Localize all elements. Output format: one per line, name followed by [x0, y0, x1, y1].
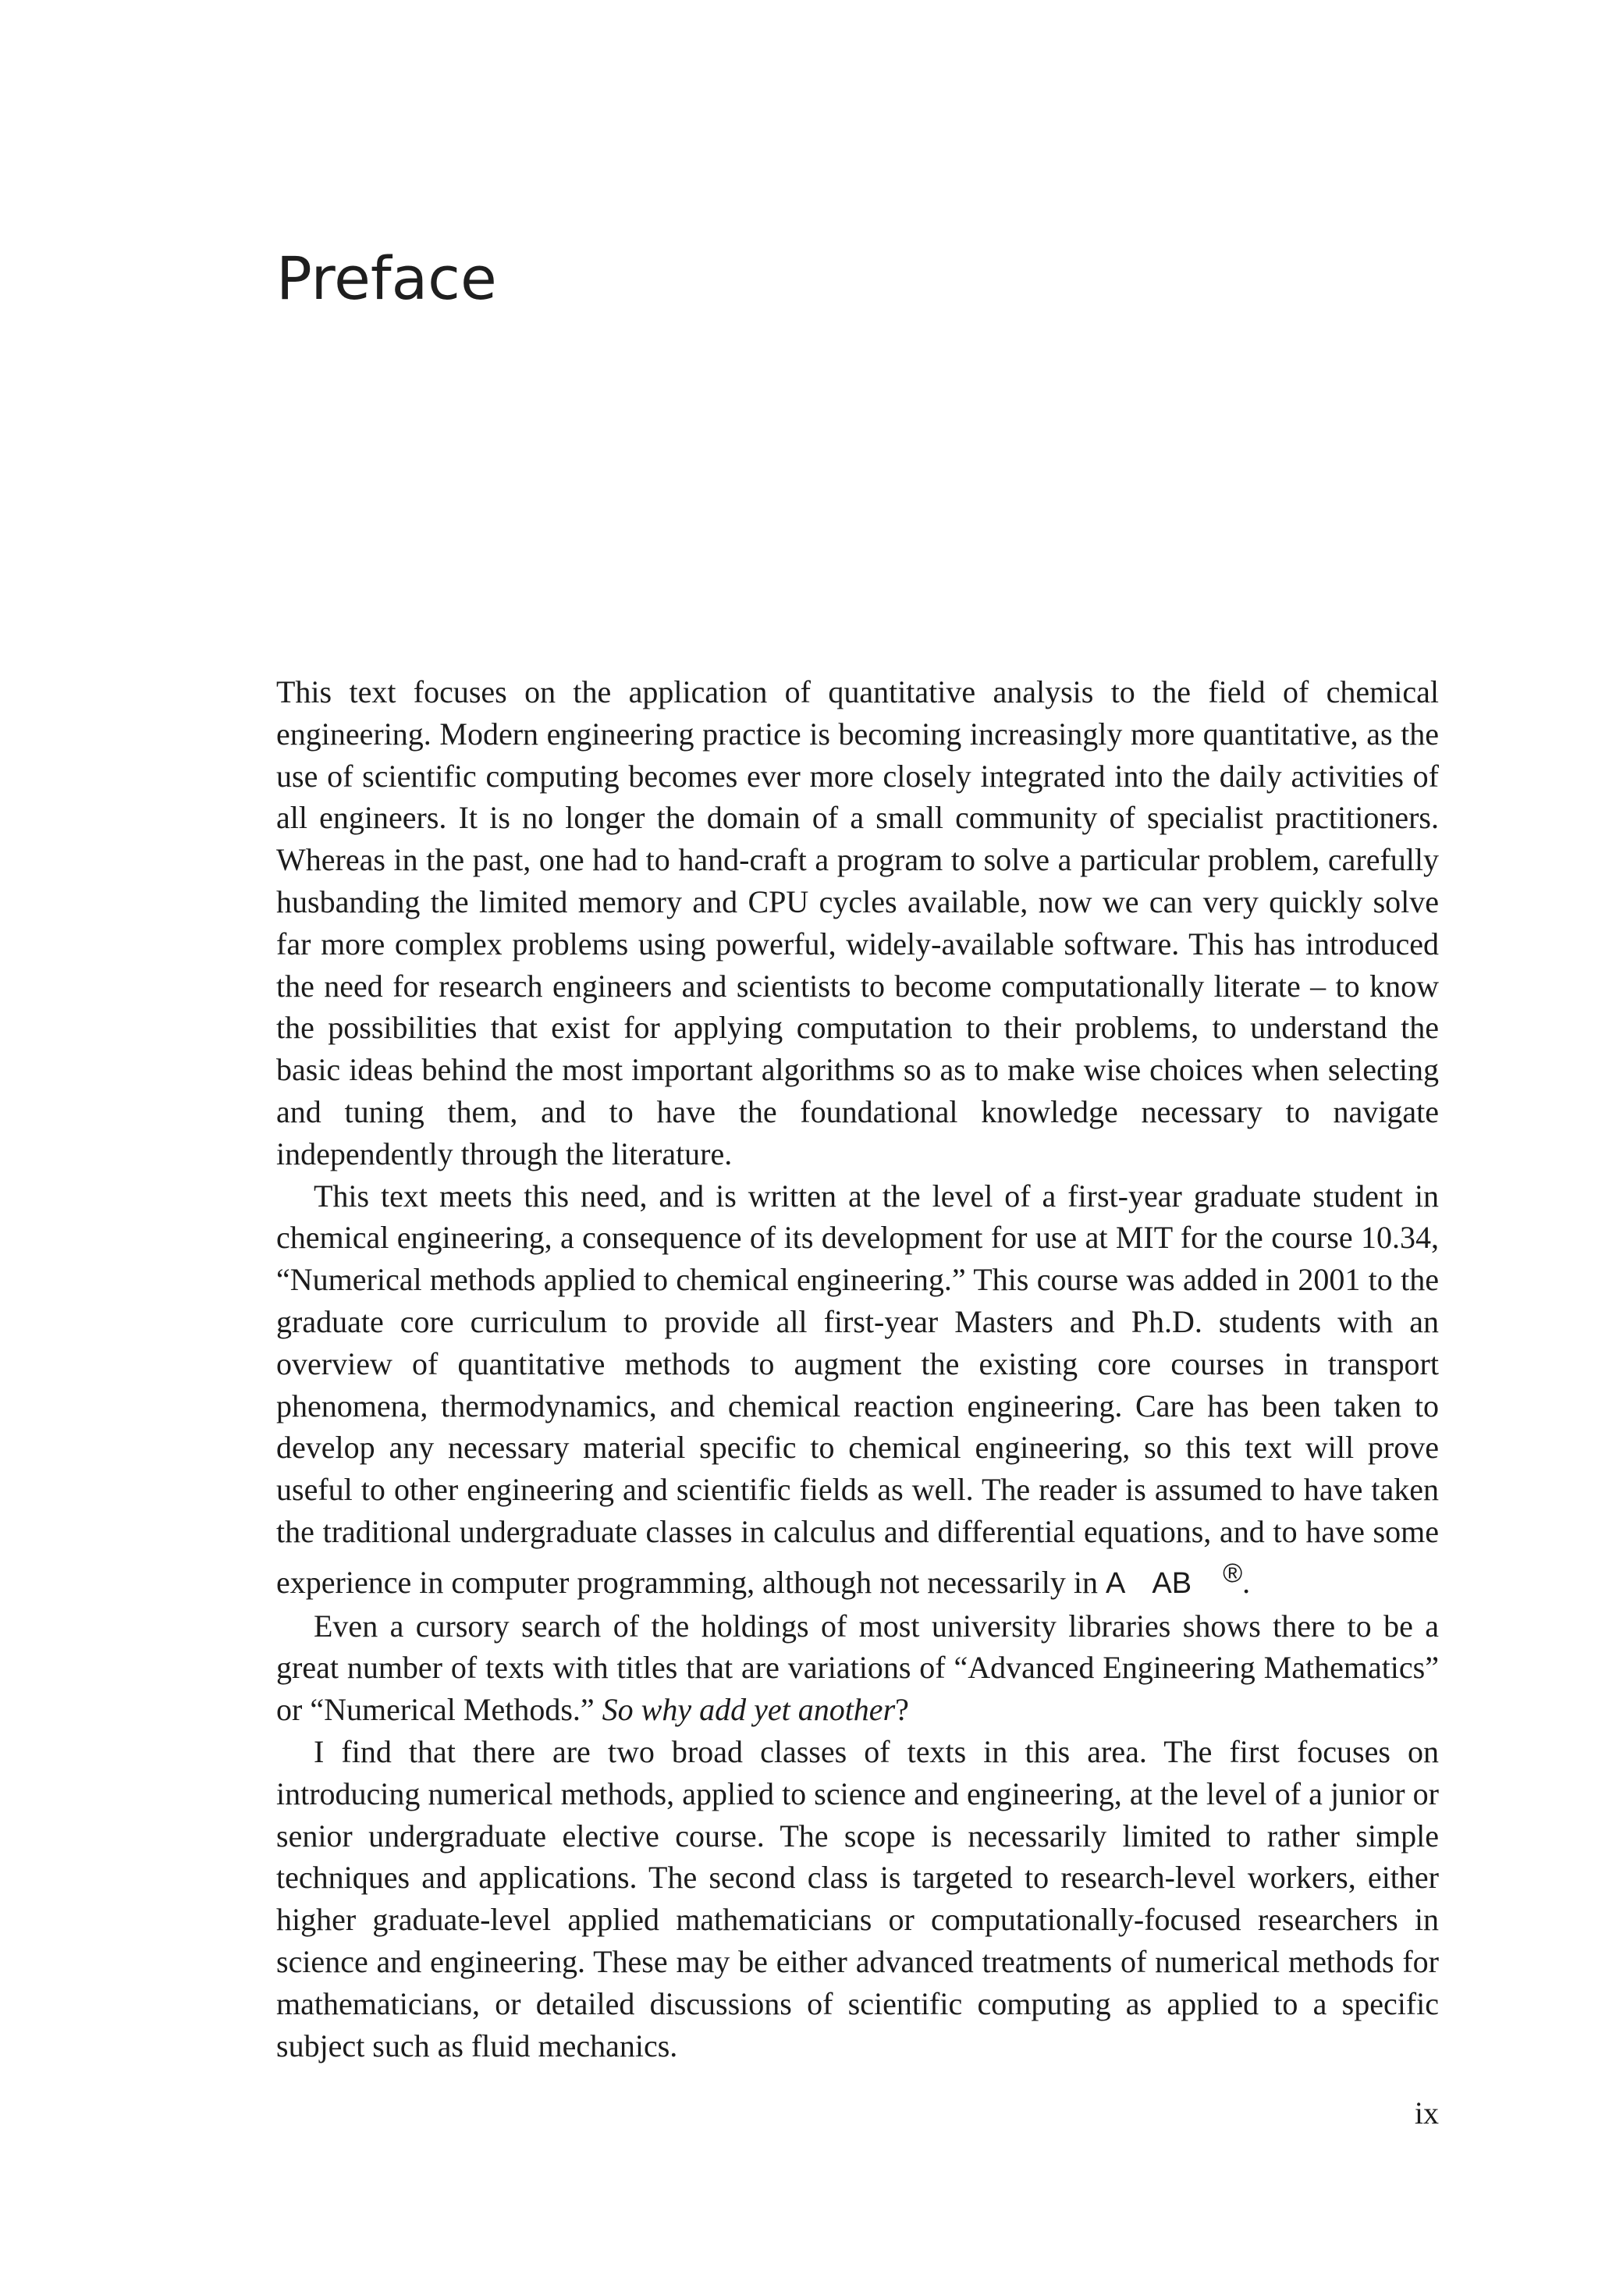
paragraph-1: This text focuses on the application of quantitative analysis to the field of chemical engineering. Modern engineering practice is becoming increasingly more quantitative, as the use of scientific computing becomes ever more closely integrated into the daily activities of all engineers. It is no longer the domain of a small community of specialist practitioners. Whereas in the past, one had to hand-craft a program to solve a particular problem, carefully husbanding the limited memory and CPU cycles available, now we can very quickly solve far more complex problems using powerful, widely-available software. This has introduced the need for research engineers and scientists to become computationally literate – to know the possibilities that exist for applying computation to their problems, to understand the basic ideas behind the most important algorithms so as to make wise choices when selecting and tuning them, and to have the foundational knowledge necessary to navigate independently through the literature. [276, 674, 1439, 1171]
paragraph-3-italic-question: So why add yet another [602, 1692, 896, 1728]
page-number: ix [1414, 2095, 1439, 2131]
chapter-title: Preface [276, 243, 497, 313]
paragraph-3-text: Even a cursory search of the holdings of most university libraries shows there to be a great number of texts with titles that are variations of “Advanced Engineering Mathematics” or “Numerical Methods.” [276, 1608, 1439, 1728]
paragraph-4: I find that there are two broad classes of texts in this area. The first focuses on introducing numerical methods, applied to science and engineering, at the level of a junior or senior undergraduate elective course. The scope is necessarily limited to rather simple techniques and applications. The second class is targeted to research-level workers, either higher graduate-level applied mathematicians or computationally-focused researchers in science and engineering. These may be either advanced treatments of numerical methods for mathematicians, or detailed discussions of scientific computing as applied to a specific subject such as fluid mechanics. [276, 1733, 1439, 2063]
paragraph-2-text: This text meets this need, and is written at the level of a first-year graduate student in chemical engineering, a consequence of its development for use at MIT for the course 10.34, “Numerical methods applied to chemical engineering.” This course was added in 2001 to the graduate core curriculum to provide all first-year Masters and Ph.D. students with an overview of quantitative methods to augment the existing core courses in transport phenomena, thermodynamics, and chemical reaction engineering. Care has been taken to develop any necessary material specific to chemical engineering, so this text will prove useful to other engineering and scientific fields as well. The reader is assumed to have taken the traditional undergraduate classes in calculus and differential equations, and to have some experience in computer programming, although not necessarily in [276, 1178, 1439, 1600]
registered-mark: ® [1223, 1558, 1243, 1588]
software-name [1106, 1558, 1243, 1600]
paragraph-3-end: ? [895, 1692, 909, 1728]
preface-body [276, 671, 1439, 2067]
software-name-part-1: A [1106, 1566, 1126, 1600]
paragraph-2 [276, 1175, 1439, 1605]
paragraph-2-end: . [1242, 1564, 1251, 1600]
software-name-part-2: AB [1152, 1566, 1192, 1600]
paragraph-3 [276, 1605, 1439, 1731]
